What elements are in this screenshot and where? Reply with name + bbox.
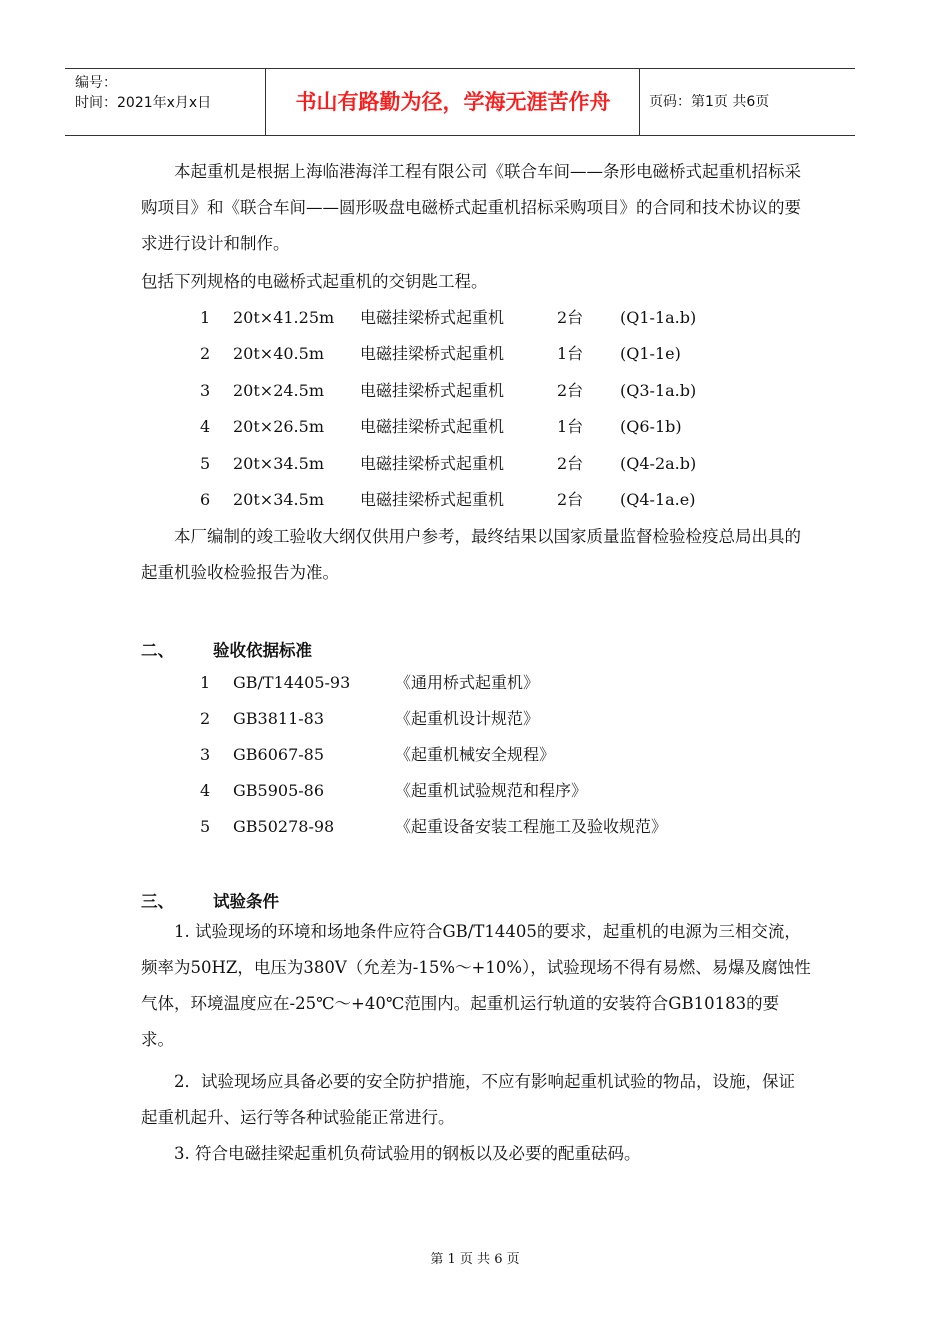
crane-code: (Q6-1b) [620, 417, 682, 436]
crane-qty: 2台 [557, 381, 584, 400]
crane-code: (Q4-2a.b) [620, 454, 697, 473]
header-divider [639, 69, 640, 135]
section-title: 试验条件 [213, 892, 279, 911]
crane-qty: 2台 [557, 454, 584, 473]
crane-no: 1 [200, 308, 211, 327]
crane-qty: 2台 [557, 490, 584, 509]
intro-paragraph [141, 154, 811, 262]
standard-code: GB5905-86 [233, 781, 325, 800]
section-number: 二、 [141, 641, 174, 660]
crane-no: 4 [200, 417, 211, 436]
standard-name: 《起重机试验规范和程序》 [395, 781, 588, 800]
crane-no: 6 [200, 490, 211, 509]
crane-type: 电磁挂梁桥式起重机 [360, 381, 505, 400]
standard-name: 《起重机械安全规程》 [395, 745, 556, 764]
standard-name: 《起重设备安装工程施工及验收规范》 [395, 817, 668, 836]
number-label: 编号： [75, 75, 117, 91]
crane-qty: 2台 [557, 308, 584, 327]
crane-spec: 20t×26.5m [233, 417, 324, 436]
condition-text: 2．试验现场应具备必要的安全防护措施，不应有影响起重机试验的物品，设施，保证起重机起升、运行等各种试验能正常进行。 [141, 1072, 795, 1127]
crane-spec: 20t×34.5m [233, 490, 324, 509]
condition-item [141, 914, 811, 1058]
crane-code: (Q4-1a.e) [620, 490, 696, 509]
page-footer: 第 1 页 共 6 页 [430, 1252, 520, 1267]
crane-no: 2 [200, 344, 211, 363]
header-page-info: 页码：第1页 共6页 [649, 94, 770, 110]
crane-spec: 20t×34.5m [233, 454, 324, 473]
crane-code: (Q1-1e) [620, 344, 681, 363]
crane-spec: 20t×40.5m [233, 344, 324, 363]
section-number: 三、 [141, 892, 174, 911]
crane-spec: 20t×24.5m [233, 381, 324, 400]
standard-code: GB6067-85 [233, 745, 325, 764]
crane-qty: 1台 [557, 344, 584, 363]
standard-no: 1 [200, 673, 211, 692]
standard-no: 3 [200, 745, 211, 764]
crane-qty: 1台 [557, 417, 584, 436]
time-label: 时间：2021年x月x日 [75, 95, 212, 111]
document-header [65, 68, 855, 136]
crane-type: 电磁挂梁桥式起重机 [360, 490, 505, 509]
header-motto: 书山有路勤为径，学海无涯苦作舟 [295, 90, 611, 114]
intro-scope-text: 包括下列规格的电磁桥式起重机的交钥匙工程。 [141, 272, 488, 291]
crane-spec: 20t×41.25m [233, 308, 335, 327]
condition-text: 1. 试验现场的环境和场地条件应符合GB/T14405的要求，起重机的电源为三相交流，频率为50HZ，电压为380V（允差为-15%～+10%），试验现场不得有易燃、易爆及腐蚀性气体，环境温度应在-25℃～+40℃范围内。起重机运行轨道的安装符合GB10183的要求。 [141, 922, 811, 1049]
note-paragraph [141, 519, 811, 591]
condition-item [141, 1064, 811, 1136]
crane-type: 电磁挂梁桥式起重机 [360, 417, 505, 436]
header-divider [265, 69, 266, 135]
standard-code: GB3811-83 [233, 709, 325, 728]
standard-code: GB/T14405-93 [233, 673, 351, 692]
crane-type: 电磁挂梁桥式起重机 [360, 308, 505, 327]
crane-code: (Q1-1a.b) [620, 308, 697, 327]
intro-scope [141, 264, 811, 300]
condition-item [141, 1136, 811, 1172]
intro-text: 本起重机是根据上海临港海洋工程有限公司《联合车间——条形电磁桥式起重机招标采购项目》和《联合车间——圆形吸盘电磁桥式起重机招标采购项目》的合同和技术协议的要求进行设计和制作。 [141, 162, 801, 253]
standard-name: 《起重机设计规范》 [395, 709, 540, 728]
crane-no: 5 [200, 454, 211, 473]
standard-code: GB50278-98 [233, 817, 335, 836]
standard-no: 5 [200, 817, 211, 836]
condition-text: 3. 符合电磁挂梁起重机负荷试验用的钢板以及必要的配重砝码。 [174, 1144, 641, 1163]
section-title: 验收依据标准 [213, 641, 312, 660]
standard-name: 《通用桥式起重机》 [395, 673, 540, 692]
crane-code: (Q3-1a.b) [620, 381, 697, 400]
standard-no: 4 [200, 781, 211, 800]
standard-no: 2 [200, 709, 211, 728]
crane-no: 3 [200, 381, 211, 400]
header-meta [75, 73, 270, 113]
note-text: 本厂编制的竣工验收大纲仅供用户参考，最终结果以国家质量监督检验检疫总局出具的起重机验收检验报告为准。 [141, 527, 801, 582]
crane-type: 电磁挂梁桥式起重机 [360, 344, 505, 363]
crane-type: 电磁挂梁桥式起重机 [360, 454, 505, 473]
